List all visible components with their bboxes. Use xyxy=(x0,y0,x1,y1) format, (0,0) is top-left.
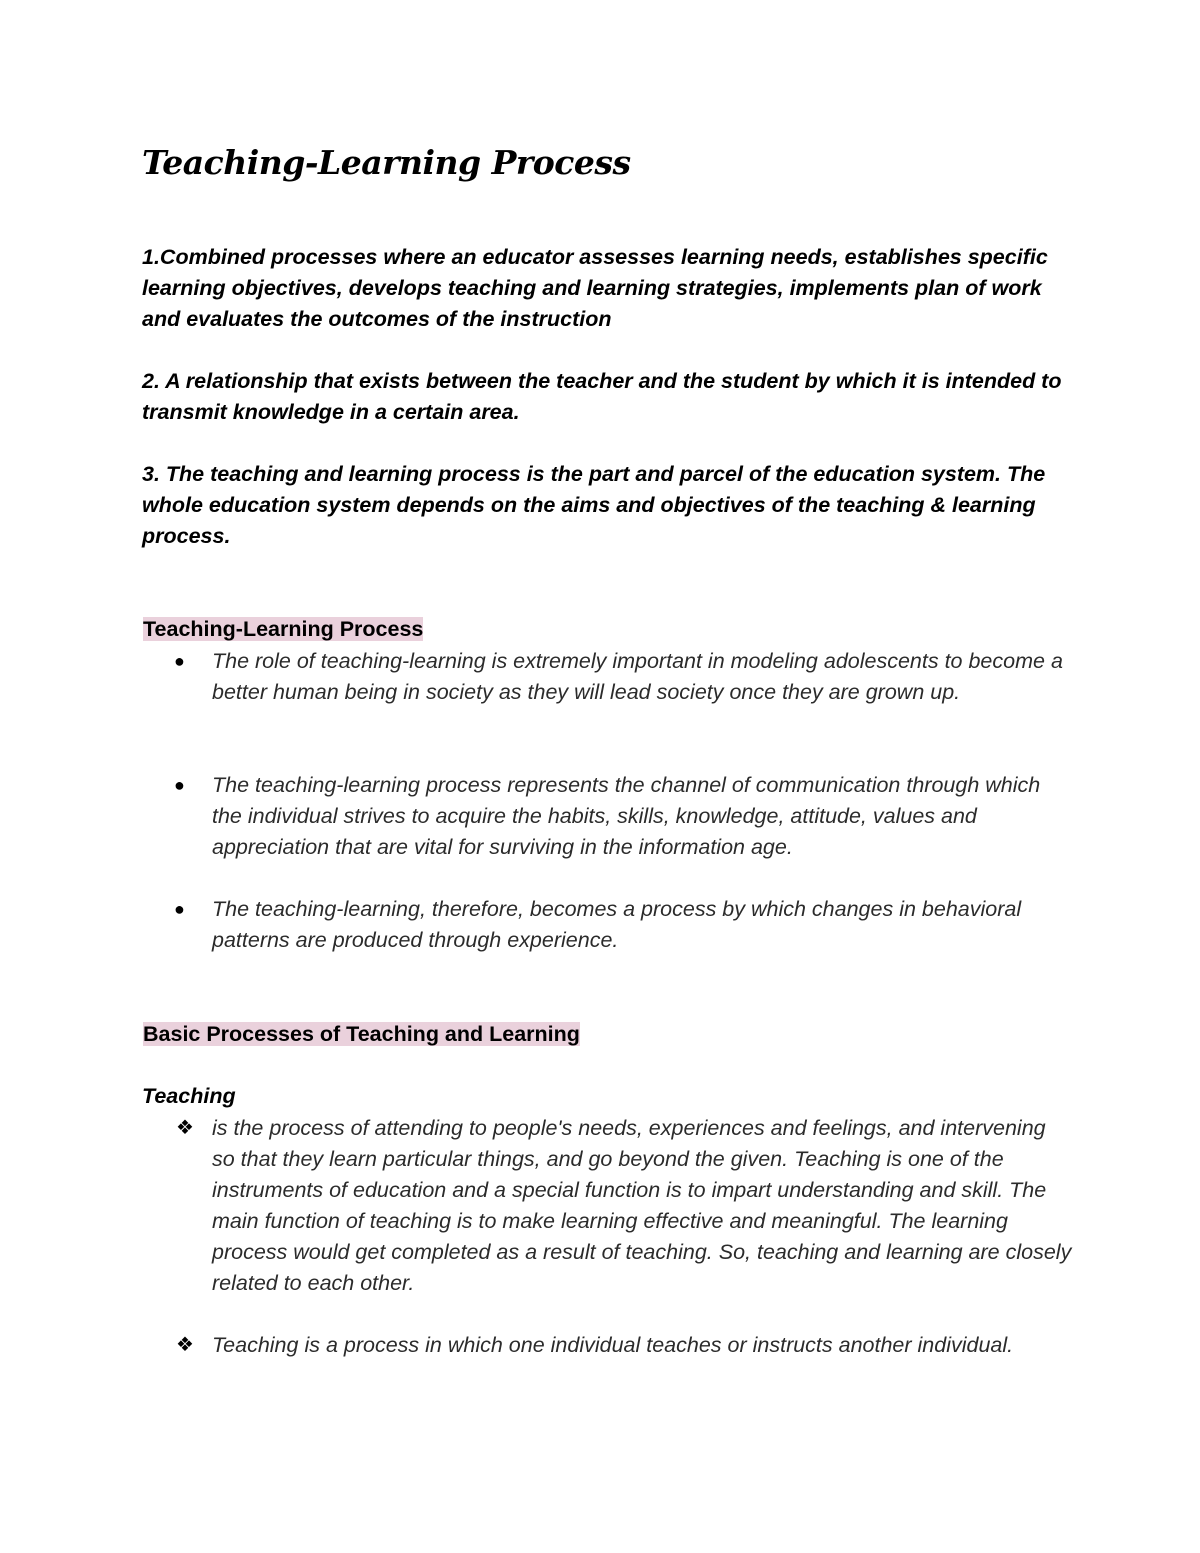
bullet-dot-icon: ● xyxy=(174,775,185,795)
list-item xyxy=(142,770,1072,863)
highlighted-heading-text: Teaching-Learning Process xyxy=(143,617,424,641)
list-item xyxy=(142,1113,1072,1299)
diamond-bullet-icon: ❖ xyxy=(176,1334,194,1356)
document-title: Teaching-Learning Process xyxy=(142,143,631,182)
list-item-text: The teaching-learning process represents the channel of communication through which the individual strives to acquire the habits, skills, knowledge, attitude, values and appreciation that are vital for surviving in the information age. xyxy=(212,773,1041,859)
list-item-text: The role of teaching-learning is extremely important in modeling adolescents to become a better human being in society as they will lead society once they are grown up. xyxy=(212,649,1063,704)
list-item-text: is the process of attending to people's needs, experiences and feelings, and intervening so that they learn particular things, and go beyond the given. Teaching is one of the instruments of education and a special function is to impart understanding and skill. The main function of teaching is to make learning effective and meaningful. The learning process would get completed as a result of teaching. So, teaching and learning are closely related to each other. xyxy=(212,1116,1072,1295)
bullet-dot-icon: ● xyxy=(174,899,185,919)
list-item xyxy=(142,1330,1072,1361)
list-item xyxy=(142,894,1072,956)
subheading-teaching: Teaching xyxy=(142,1084,236,1108)
definition-2: 2. A relationship that exists between the teacher and the student by which it is intended to transmit knowledge in a certain area. xyxy=(142,369,1062,424)
bullet-dot-icon: ● xyxy=(174,651,185,671)
definition-1: 1.Combined processes where an educator assesses learning needs, establishes specific learning objectives, develops teaching and learning strategies, implements plan of work and evaluates the outcomes of the instruction xyxy=(142,245,1048,331)
list-item-text: Teaching is a process in which one individual teaches or instructs another individual. xyxy=(212,1333,1014,1357)
definition-3: 3. The teaching and learning process is the part and parcel of the education system. The whole education system depends on the aims and objectives of the teaching & learning process. xyxy=(142,462,1046,548)
diamond-bullet-icon: ❖ xyxy=(176,1117,194,1139)
list-item-text: The teaching-learning, therefore, becomes a process by which changes in behavioral patterns are produced through experience. xyxy=(212,897,1022,952)
highlighted-heading-text: Basic Processes of Teaching and Learning xyxy=(143,1022,580,1046)
section-heading-teaching-learning-process xyxy=(142,614,424,645)
list-item xyxy=(142,646,1072,708)
section-heading-basic-processes xyxy=(142,1019,581,1050)
